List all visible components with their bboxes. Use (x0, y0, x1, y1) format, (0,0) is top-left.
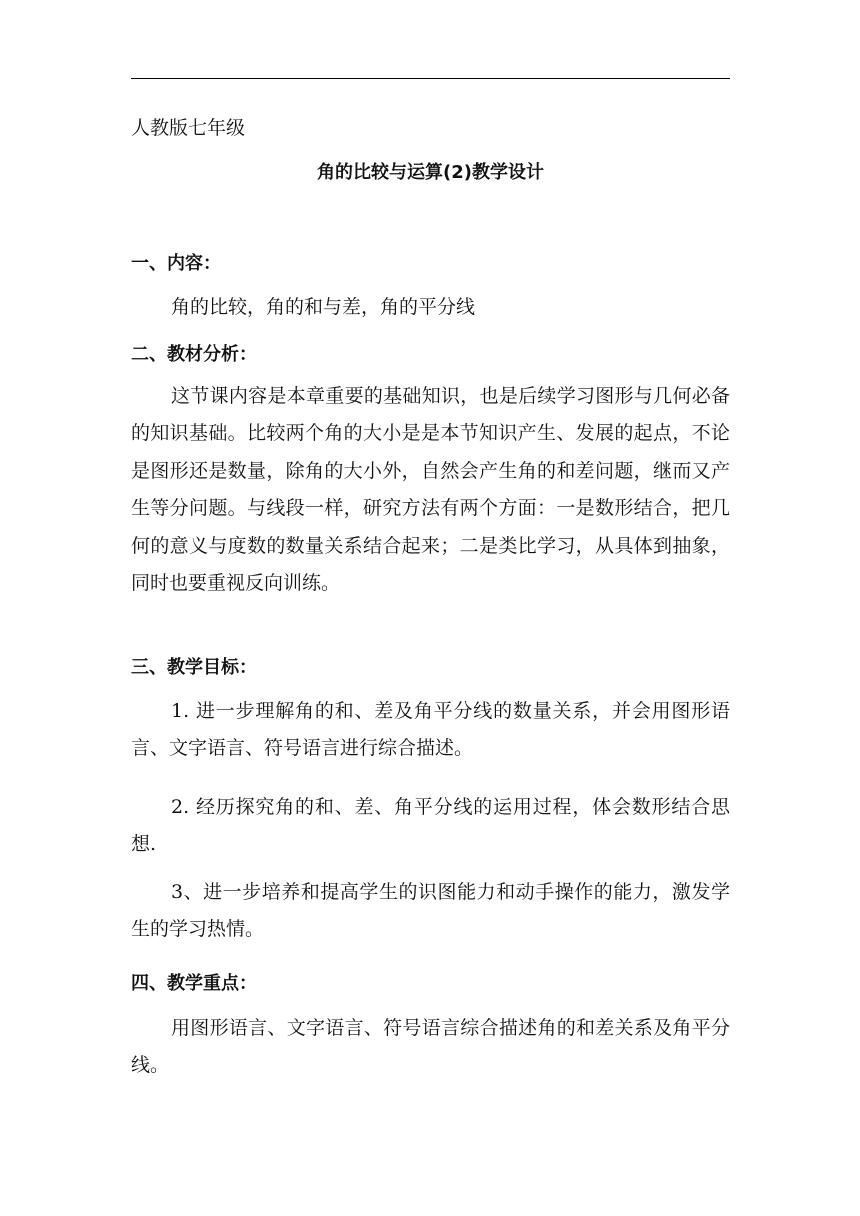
section-heading-analysis: 二、教材分析： (131, 344, 257, 365)
section-heading-key-points: 四、教学重点： (131, 973, 257, 994)
header-rule (131, 78, 730, 79)
section-heading-content: 一、内容： (131, 253, 221, 274)
content-text: 角的比较，角的和与差，角的平分线 (171, 296, 476, 318)
grade-label: 人教版七年级 (131, 117, 246, 139)
goal-item-1: 1. 进一步理解角的和、差及角平分线的数量关系，并会用图形语言、文字语言、符号语言进行综合描述。 (131, 700, 730, 760)
analysis-text: 这节课内容是本章重要的基础知识，也是后续学习图形与几何必备的知识基础。比较两个角的大小是是本节知识产生、发展的起点，不论是图形还是数量，除角的大小外，自然会产生角的和差问题，继而又产生等分问题。与线段一样，研究方法有两个方面：一是数形结合，把几何的意义与度数的数量关系结合起来；二是类比学习，从具体到抽象，同时也要重视反向训练。 (131, 385, 730, 595)
goal-item-3: 3、进一步培养和提高学生的识图能力和动手操作的能力，激发学生的学习热情。 (131, 881, 730, 941)
document-title: 角的比较与运算(2)教学设计 (317, 162, 544, 183)
section-heading-goals: 三、教学目标： (131, 657, 257, 678)
goal-item-2: 2. 经历探究角的和、差、角平分线的运用过程，体会数形结合思想. (131, 796, 730, 856)
key-points-text: 用图形语言、文字语言、符号语言综合描述角的和差关系及角平分线。 (131, 1017, 730, 1077)
